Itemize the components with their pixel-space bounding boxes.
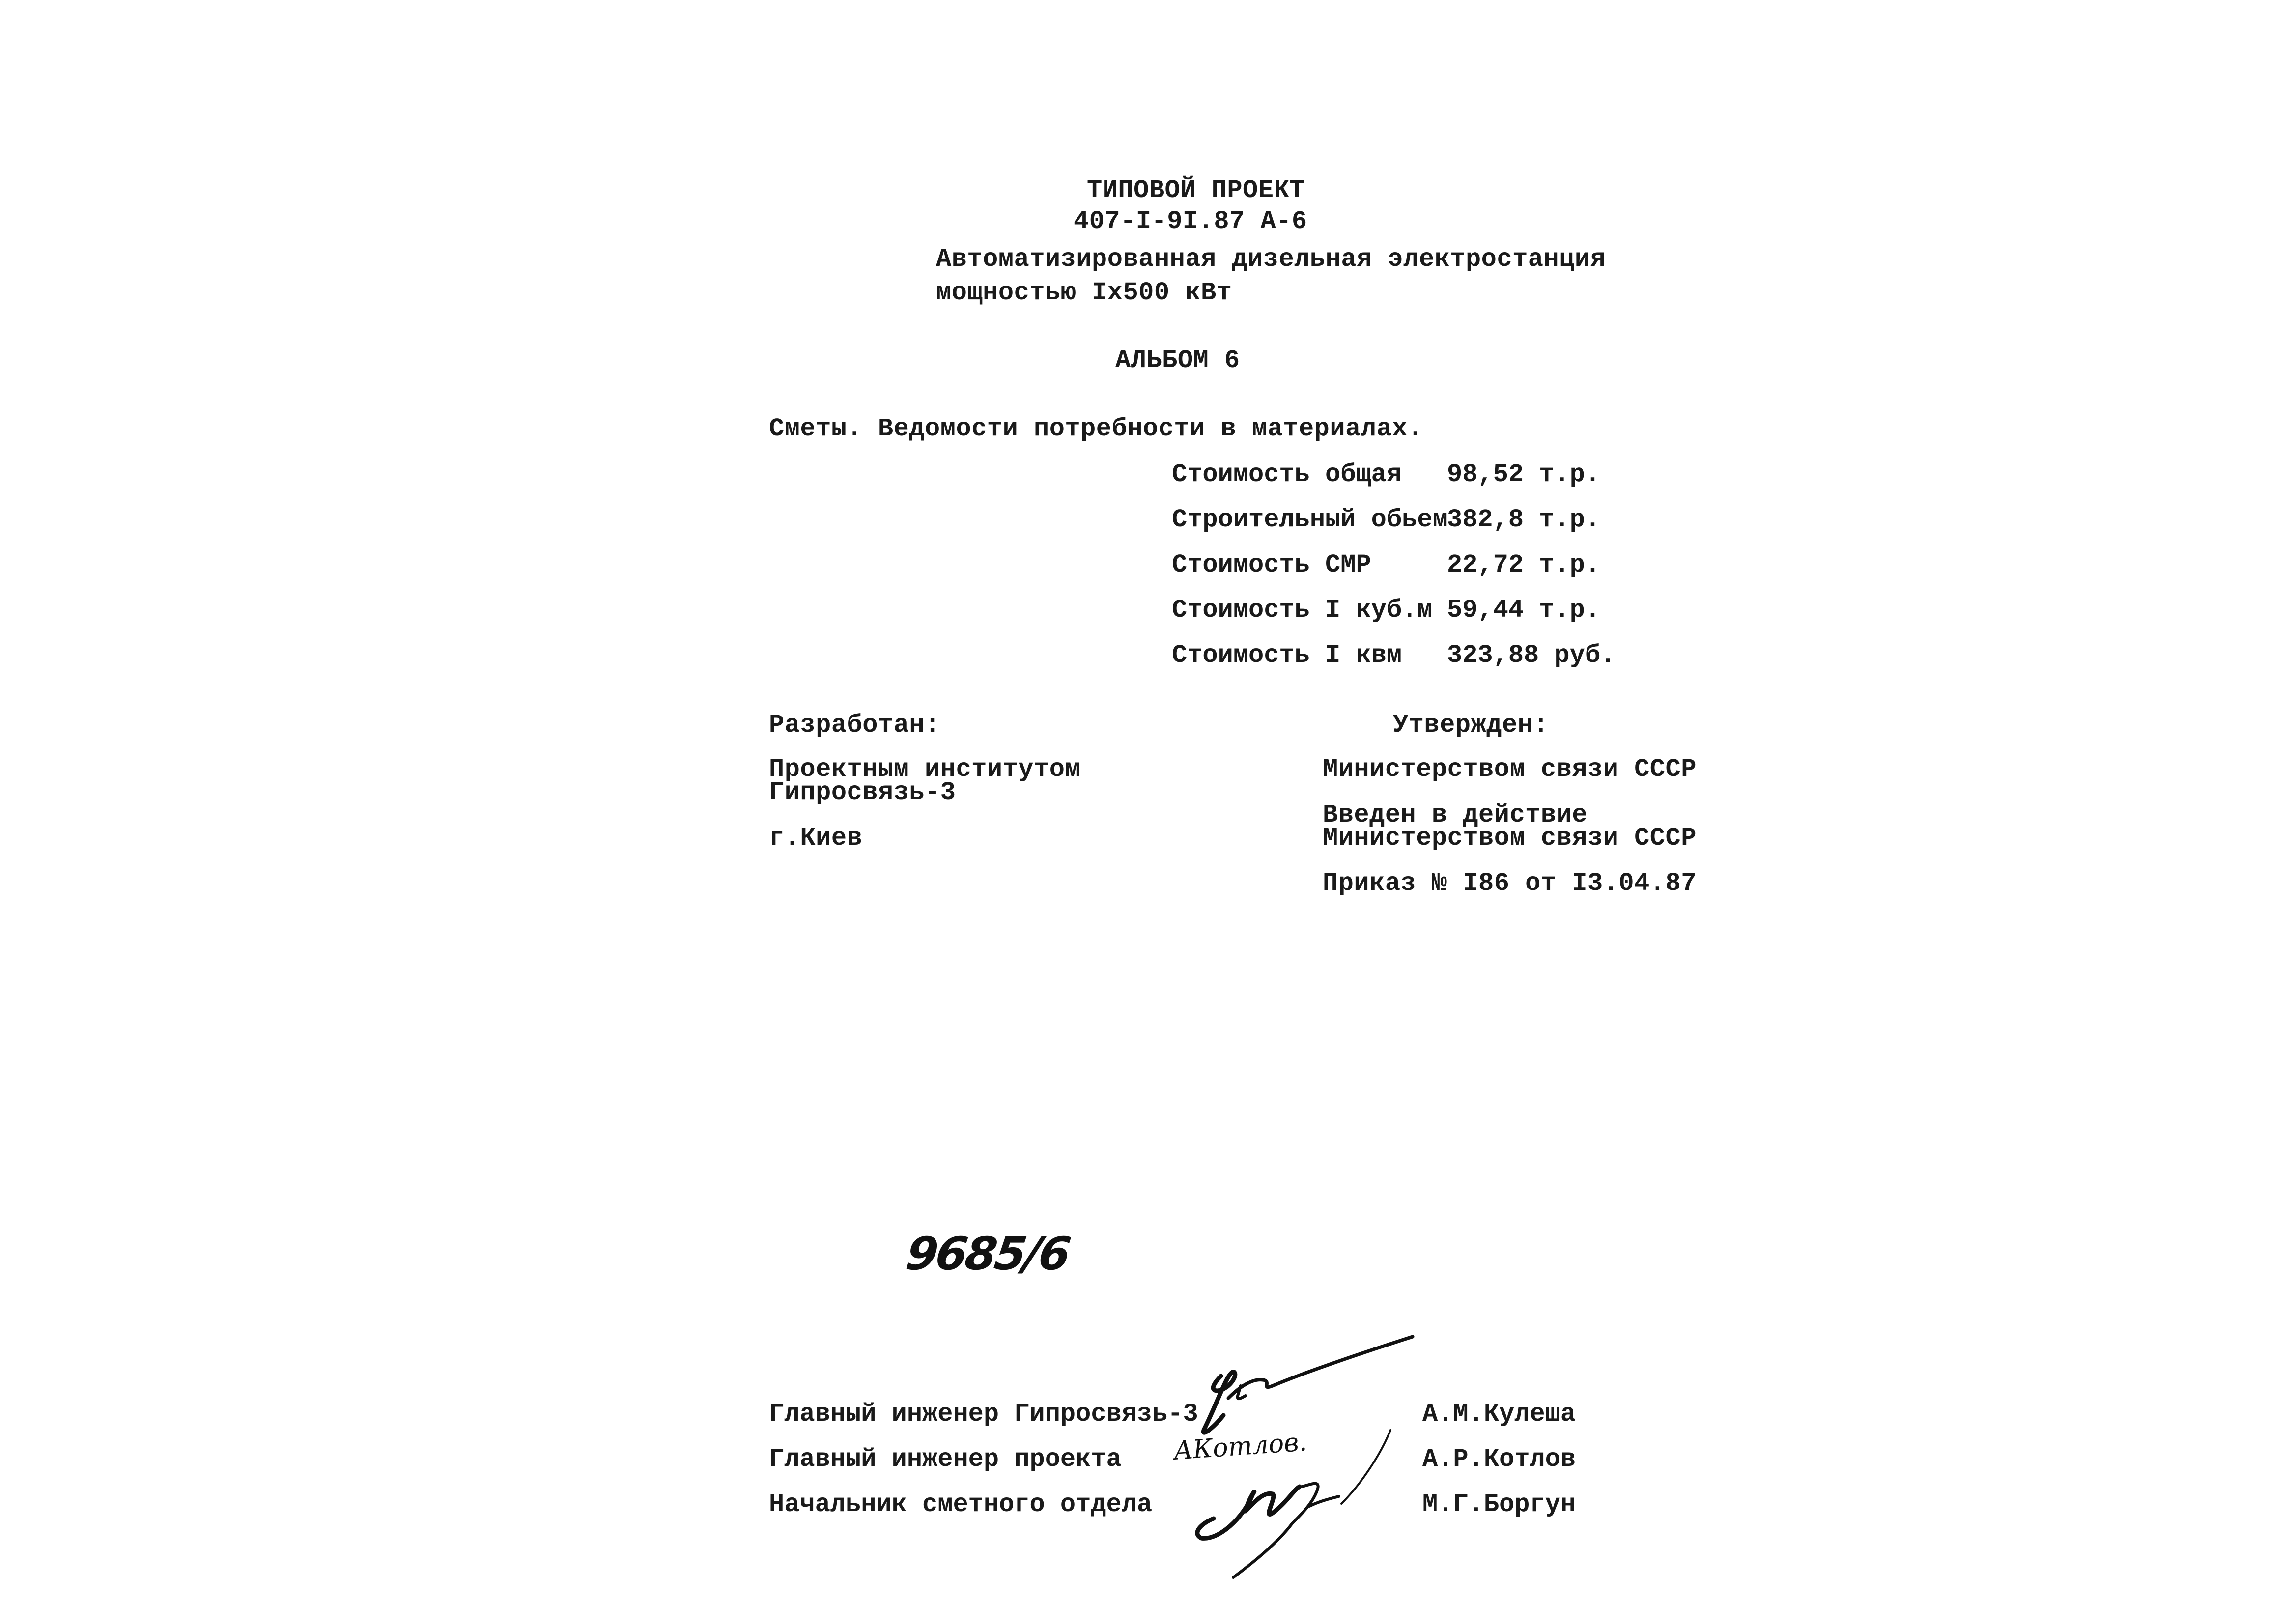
developed-institute: Проектным институтом (769, 755, 1081, 784)
project-code: 407-I-9I.87 А-6 (1074, 207, 1307, 236)
cost-value: 323,88 руб. (1447, 641, 1616, 670)
archive-number: 9685/6 (903, 1228, 1073, 1280)
developed-heading: Разработан: (769, 711, 940, 740)
signatory-name: А.Р.Котлов (1422, 1445, 1576, 1474)
signature-kotlov: АКотлов. (1172, 1427, 1308, 1466)
cost-label: Строительный обьем (1172, 505, 1448, 534)
cost-label: Стоимость I квм (1172, 641, 1402, 670)
project-type-title: ТИПОВОЙ ПРОЕКТ (1087, 176, 1305, 205)
cost-value: 98,52 т.р. (1447, 460, 1601, 489)
approved-enacted: Введен в действие (1323, 801, 1587, 830)
cost-label: Стоимость I куб.м (1172, 596, 1433, 625)
approved-ministry: Министерством связи СССР (1323, 755, 1697, 784)
cost-value: 382,8 т.р. (1447, 505, 1601, 534)
developed-city: г.Киев (769, 824, 863, 853)
cost-value: 22,72 т.р. (1447, 550, 1601, 579)
cost-label: Стоимость общая (1172, 460, 1402, 489)
project-power: мощностью Iх500 кВт (936, 278, 1232, 307)
project-name: Автоматизированная дизельная электростанция (936, 245, 1606, 274)
developed-institute-name: Гипросвязь-3 (769, 778, 956, 807)
signatory-role: Начальник сметного отдела (769, 1490, 1153, 1519)
handwritten-signatures (1155, 1317, 1449, 1582)
approved-heading: Утвержден: (1393, 711, 1549, 740)
approved-enacted-ministry: Министерством связи СССР (1323, 824, 1697, 853)
signatory-name: М.Г.Боргун (1422, 1490, 1576, 1519)
signatory-role: Главный инженер проекта (769, 1445, 1122, 1474)
signatory-name: А.М.Кулеша (1422, 1400, 1576, 1429)
approved-order: Приказ № I86 от I3.04.87 (1323, 869, 1697, 898)
album-title: АЛЬБОМ 6 (1115, 346, 1240, 375)
cost-value: 59,44 т.р. (1447, 596, 1601, 625)
cost-label: Стоимость СМР (1172, 550, 1371, 579)
signatory-role: Главный инженер Гипросвязь-3 (769, 1400, 1198, 1429)
document-subtitle: Сметы. Ведомости потребности в материалах. (769, 414, 1423, 443)
